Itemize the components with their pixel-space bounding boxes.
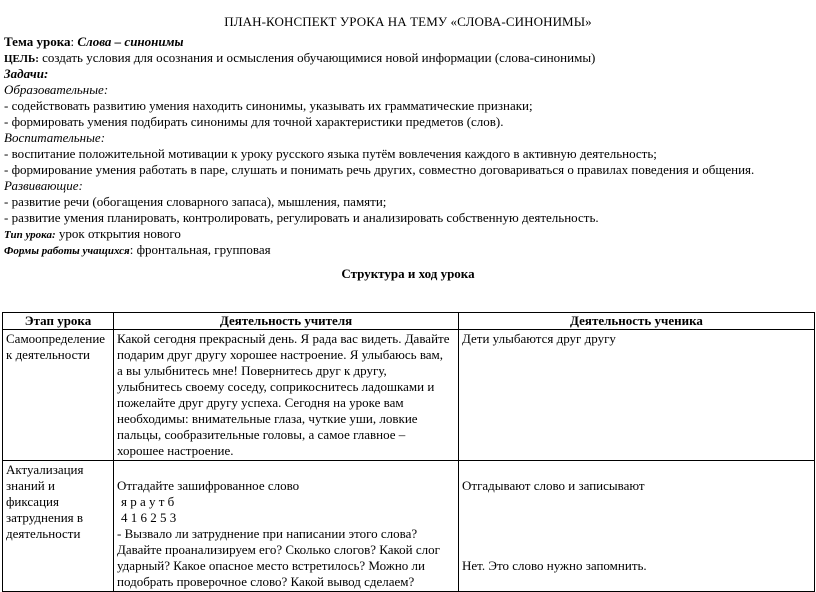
topic-colon: : (70, 34, 78, 49)
work-forms-label: Формы работы учащихся (4, 245, 130, 257)
teacher-text: пожелайте друг другу успеха. Сегодня на уроке вам (117, 395, 404, 410)
structure-title: Структура и ход урока (341, 266, 475, 281)
teacher-text: подарим друг другу хорошее настроение. Я улыбаюсь вам, (117, 347, 444, 362)
goal-line (4, 50, 595, 67)
cipher-digits: 4 1 6 2 5 3 (121, 510, 177, 525)
teacher-text: а вы улыбнитесь мне! Повернитесь друг к другу, (117, 363, 387, 378)
spacer (462, 542, 811, 558)
upbringing-item-2: - формирование умения работать в паре, слушать и понимать речь других, совместно договариваться о правилах поведения и общения. (4, 162, 755, 177)
teacher-text: подобрать проверочное слово? Какой вывод сделаем? (117, 574, 415, 589)
teacher-text: Какой сегодня прекрасный день. Я рада вас видеть. Давайте (117, 331, 450, 346)
teacher-text: - Вызвало ли затруднение при написании этого слова? (117, 526, 418, 541)
table-row (3, 330, 815, 461)
stage-text: затруднения в (6, 510, 84, 525)
teacher-text: пальцы, сообразительные головы, а самое главное – (117, 427, 406, 442)
teacher-cell (114, 330, 459, 461)
stage-text: знаний и (6, 478, 55, 493)
teacher-text: необходимы: внимательные глаза, чуткие уши, ловкие (117, 411, 418, 426)
spacer (462, 494, 811, 510)
stage-text: Самоопределение (6, 331, 106, 346)
student-cell (459, 461, 815, 592)
topic-line (4, 34, 184, 50)
developing-label: Развивающие: (4, 178, 83, 193)
educational-item-2: - формировать умения подбирать синонимы для точной характеристики предметов (слов). (4, 114, 504, 129)
lesson-type-label: Тип урока: (4, 229, 56, 241)
stage-text: деятельности (6, 526, 81, 541)
stage-cell (3, 461, 114, 592)
work-forms-line (4, 242, 271, 259)
spacer (462, 526, 811, 542)
educational-label: Образовательные: (4, 82, 109, 97)
teacher-text: Отгадайте зашифрованное слово (117, 478, 300, 493)
table-row (3, 461, 815, 592)
goal-value: создать условия для осознания и осмысления обучающимися новой информации (слова-синонимы) (38, 50, 596, 65)
cipher-letters: я р а у т б (121, 494, 175, 509)
student-text: Нет. Это слово нужно запомнить. (462, 558, 647, 573)
upbringing-label: Воспитательные: (4, 130, 106, 145)
stage-text: фиксация (6, 494, 59, 509)
lesson-type-value: урок открытия нового (55, 226, 181, 241)
header-student: Деятельность ученика (459, 313, 815, 330)
student-text: Дети улыбаются друг другу (462, 331, 616, 346)
topic-label: Тема урока (4, 34, 71, 49)
goal-label: ЦЕЛЬ: (4, 53, 39, 65)
student-text: Отгадывают слово и записывают (462, 478, 645, 493)
tasks-label: Задачи: (4, 66, 49, 81)
table-header-row (3, 313, 815, 330)
lesson-type-line (4, 226, 181, 243)
upbringing-item-1: - воспитание положительной мотивации к уроку русского языка путём вовлечения каждого в активную деятельность; (4, 146, 657, 161)
teacher-text: улыбнитесь своему соседу, соприкоснитесь ладошками и (117, 379, 435, 394)
educational-item-1: - содействовать развитию умения находить синонимы, указывать их грамматические признаки; (4, 98, 533, 113)
spacer (117, 462, 455, 478)
topic-value: Слова – синонимы (77, 34, 184, 49)
stage-text: к деятельности (6, 347, 90, 362)
teacher-cell (114, 461, 459, 592)
stage-text: Актуализация (6, 462, 84, 477)
teacher-text: Давайте проанализируем его? Сколько слогов? Какой слог (117, 542, 440, 557)
spacer (462, 510, 811, 526)
lesson-table (2, 312, 815, 592)
developing-item-1: - развитие речи (обогащения словарного запаса), мышления, памяти; (4, 194, 387, 209)
student-cell (459, 330, 815, 461)
header-teacher: Деятельность учителя (114, 313, 459, 330)
work-forms-value: : фронтальная, групповая (129, 242, 271, 257)
document-title: ПЛАН-КОНСПЕКТ УРОКА НА ТЕМУ «СЛОВА-СИНОНИМЫ» (224, 14, 592, 29)
stage-cell (3, 330, 114, 461)
developing-item-2: - развитие умения планировать, контролировать, регулировать и анализировать собственную деятельность. (4, 210, 599, 225)
teacher-text: ударный? Какое опасное место встретилось? Можно ли (117, 558, 425, 573)
header-stage: Этап урока (3, 313, 114, 330)
teacher-text: хорошее настроение. (117, 443, 234, 458)
spacer (462, 462, 811, 478)
